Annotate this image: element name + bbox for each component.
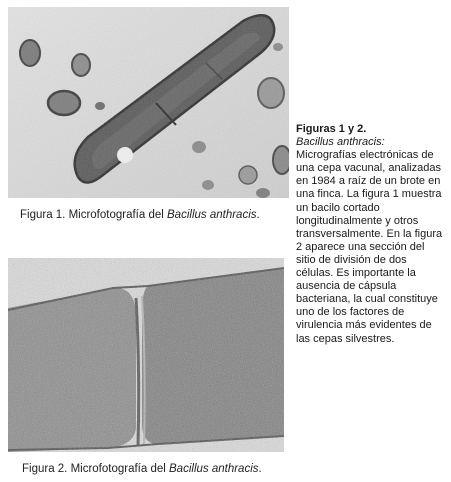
description-species: Bacillus anthracis: xyxy=(296,136,385,149)
figure-2-image xyxy=(8,258,284,452)
figure-1-caption-suffix: . xyxy=(256,209,260,221)
figure-2-caption-prefix: Figura 2. Microfotografía del xyxy=(22,463,170,475)
figure-1-image xyxy=(8,7,289,198)
figure-1-caption-prefix: Figura 1. Microfotografía del xyxy=(20,209,168,221)
figure-2-caption-suffix: . xyxy=(258,463,262,475)
figure-1-caption-species: Bacillus anthracis xyxy=(167,209,257,221)
figures-description xyxy=(296,123,446,346)
figure-2-caption xyxy=(22,462,262,476)
figure-1-micrograph xyxy=(8,7,289,198)
figure-2-caption-species: Bacillus anthracis xyxy=(169,463,259,475)
figure-2-micrograph xyxy=(8,258,284,452)
figure-1-caption xyxy=(20,208,260,222)
description-body: Micrografías electrónicas de una cepa vacunal, analizadas en 1984 a raíz de un brote en una finca. La figura 1 muestra un bacilo cortado longitudinalmente y otros transversalmente. En la figura 2 aparece una sección del sitio de división de dos células. Es importante la ausencia de cápsula bacteriana, la cual constituye uno de los factores de virulencia más evidentes de las cepas silvestres. xyxy=(296,149,443,345)
description-heading: Figuras 1 y 2. xyxy=(296,123,367,135)
